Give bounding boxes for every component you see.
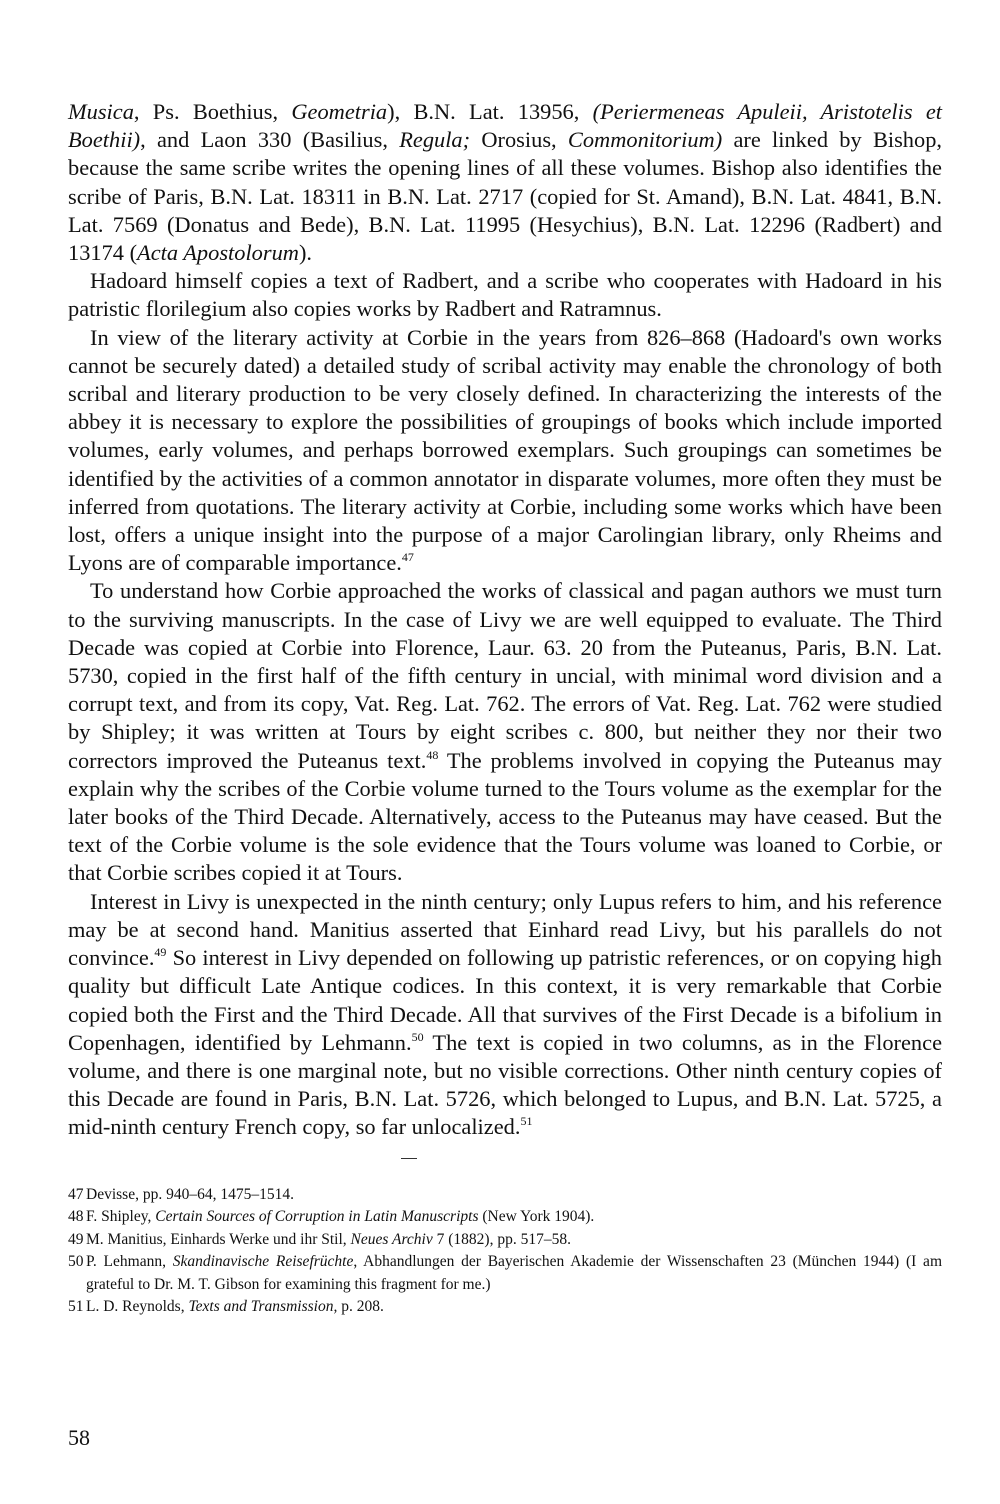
footnote-ref: 51 <box>520 1114 533 1129</box>
italic-text: Texts and Transmission, <box>188 1298 338 1316</box>
text-run: are linked by Bishop, because the same scribe writes the opening lines of all these volumes. Bishop also identifies the scribe of Paris, B.N. Lat. 18311 in B.N. Lat. 2717 (copied for St. Amand), B.N. Lat. 4841, B.N. Lat. 7569 (Donatus and Bede), B.N. Lat. 11995 (Hesychius), B.N. Lat. 12296 (Radbert) and 13174 ( <box>68 127 942 266</box>
footnote-text <box>86 1251 942 1296</box>
paragraph-4 <box>68 577 942 887</box>
text-run: So interest in Livy depended on following up patristic references, or on copying high quality but difficult Late Antique codices. In this context, it is very remarkable that Corbie copied both the First and the Third Decade. All that survives of the First Decade is a bifolium in Copenhagen, identified by Lehmann. <box>68 945 942 1055</box>
text-run: Interest in Livy is unexpected in the ninth century; only Lupus refers to him, and his reference may be at second hand. Manitius asserted that Einhard read Livy, but his parallels do not convince. <box>68 888 942 971</box>
footnote-number: 51 <box>68 1298 84 1316</box>
italic-text: Musica <box>68 99 134 124</box>
footnote-48 <box>68 1206 942 1229</box>
text-run: F. Shipley, <box>86 1208 156 1226</box>
text-run: L. D. Reynolds, <box>86 1298 189 1316</box>
page-content <box>68 98 942 1319</box>
text-run: M. Manitius, Einhards Werke und ihr Stil, <box>86 1230 351 1248</box>
footnote-number: 48 <box>68 1208 84 1226</box>
italic-text: Acta Apostolorum <box>137 240 299 266</box>
italic-text: Regula; <box>399 127 471 153</box>
footnote-47 <box>68 1184 942 1207</box>
text-run: , Ps. Boethius, <box>133 99 292 124</box>
footnote-49 <box>68 1229 942 1252</box>
footnote-separator <box>401 1158 417 1159</box>
footnote-number: 50 <box>68 1253 84 1271</box>
paragraph-5 <box>68 888 942 1142</box>
paragraph-2 <box>68 267 942 323</box>
text-run: Devisse, pp. 940–64, 1475–1514. <box>86 1185 294 1203</box>
footnote-text <box>86 1229 942 1252</box>
text-run: , and Laon 330 (Basilius, <box>140 127 400 153</box>
page-number: 58 <box>68 1425 90 1450</box>
footnote-text <box>86 1184 942 1207</box>
text-run: , Abhandlungen der Bayerischen Akademie der Wissenschaften 23 (München 1944) (I am grateful to Dr. M. T. Gibson for examining this fragment for me.) <box>86 1253 942 1293</box>
text-run: Orosius, <box>470 127 568 153</box>
text-run: p. 208. <box>337 1298 384 1316</box>
text-run: ), B.N. Lat. 13956, <box>387 99 593 124</box>
paragraph-3 <box>68 324 942 578</box>
body-text <box>68 98 942 1142</box>
footnote-ref: 48 <box>426 747 439 762</box>
footnote-number: 49 <box>68 1230 84 1248</box>
footnote-ref: 50 <box>411 1029 424 1044</box>
italic-text: (Periermeneas Apuleii, Aristotelis et Boethii) <box>68 99 942 153</box>
italic-text: Neues Archiv <box>350 1230 433 1248</box>
footnotes <box>68 1184 942 1319</box>
italic-text: Geometria <box>291 99 388 124</box>
footnote-ref: 49 <box>154 945 167 960</box>
footnote-text <box>86 1206 942 1229</box>
paragraph-1 <box>68 98 942 267</box>
footnote-ref: 47 <box>401 550 414 565</box>
text-run: The text is copied in two columns, as in the Florence volume, and there is one marginal note, but no visible corrections. Other ninth century copies of this Decade are found in Paris, B.N. Lat. 5726, which belonged to Lupus, and B.N. Lat. 5725, a mid-ninth century French copy, so far unlocalized. <box>68 1029 943 1140</box>
italic-text: Certain Sources of Corruption in Latin Manuscripts <box>155 1208 479 1226</box>
text-run: To understand how Corbie approached the works of classical and pagan authors we must turn to the surviving manuscripts. In the case of Livy we are well equipped to evaluate. The Third Decade was copied at Corbie into Florence, Laur. 63. 20 from the Puteanus, Paris, B.N. Lat. 5730, copied in the first half of the fifth century in uncial, with minimal word division and a corrupt text, and from its copy, Vat. Reg. Lat. 762. The errors of Vat. Reg. Lat. 762 were studied by Shipley; it was written at Tours by eight scribes c. 800, but neither they nor their two correctors improved the Puteanus text. <box>68 578 942 773</box>
text-run: (New York 1904). <box>478 1208 595 1226</box>
text-run: The problems involved in copying the Puteanus may explain why the scribes of the Corbie volume turned to the Tours volume as the exemplar for the later books of the Third Decade. Alternatively, access to the Puteanus may have ceased. But the text of the Corbie volume is the sole evidence that the Tours volume was loaned to Corbie, or that Corbie scribes copied it at Tours. <box>68 747 942 886</box>
text-run: P. Lehmann, <box>86 1253 173 1271</box>
text-run: ). <box>298 240 313 266</box>
text-run: 7 (1882), pp. 517–58. <box>432 1230 571 1248</box>
footnote-50 <box>68 1251 942 1296</box>
italic-text: Commonitorium) <box>567 127 723 153</box>
text-run: Hadoard himself copies a text of Radbert, and a scribe who cooperates with Hadoard in his patristic florilegium also copies works by Radbert and Ratramnus. <box>68 268 942 322</box>
footnote-text <box>86 1296 942 1319</box>
footnote-number: 47 <box>68 1185 84 1203</box>
italic-text: Skandinavische Reisefrüchte <box>172 1253 354 1271</box>
text-run: In view of the literary activity at Corbie in the years from 826–868 (Hadoard's own works cannot be securely dated) a detailed study of scribal activity may enable the chronology of both scribal and literary production to be very closely defined. In characterizing the interests of the abbey it is necessary to explore the possibilities of groupings of books which include imported volumes, early volumes, and perhaps borrowed exemplars. Such groupings can sometimes be identified by the activities of a common annotator in disparate volumes, more often they must be inferred from quotations. The literary activity at Corbie, including some works which have been lost, offers a unique insight into the purpose of a major Carolingian library, only Rheims and Lyons are of comparable importance. <box>68 324 942 576</box>
footnote-51 <box>68 1296 942 1319</box>
